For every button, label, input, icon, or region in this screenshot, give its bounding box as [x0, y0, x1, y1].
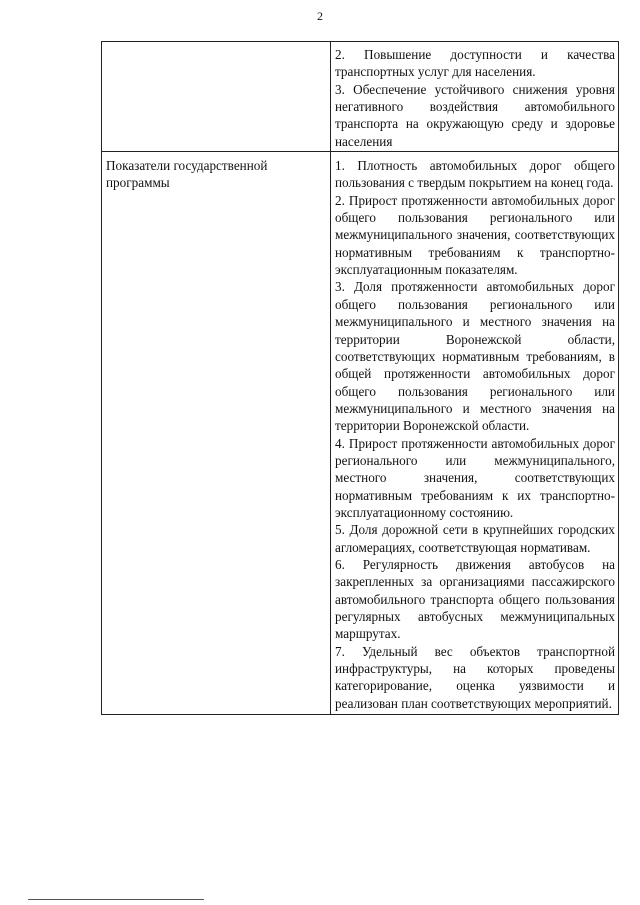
table-cell-content: [331, 42, 619, 152]
page-number: 2: [317, 9, 323, 23]
list-item: 6. Регулярность движения автобусов на закрепленных за организациями пассажирского автомобильного транспорта общего пользования регулярных автобусных межмуниципальных маршрутах.: [335, 556, 615, 642]
table-cell-label: [102, 42, 331, 152]
list-item: 2. Прирост протяженности автомобильных дорог общего пользования регионального или межмуниципального значения, соответствующих нормативным требованиям к транспортно-эксплуатационным показателям.: [335, 192, 615, 278]
table-row: [102, 42, 619, 152]
list-item: 1. Плотность автомобильных дорог общего пользования с твердым покрытием на конец года.: [335, 158, 615, 191]
table-row: [102, 152, 619, 715]
program-passport-table: [101, 41, 619, 715]
list-item: 7. Удельный вес объектов транспортной инфраструктуры, на которых проведены категорирование, оценка уязвимости и реализован план соответствующих мероприятий.: [335, 643, 615, 711]
list-item: 3. Обеспечение устойчивого снижения уровня негативного воздействия автомобильного транспорта на окружающую среду и здоровье населения: [335, 81, 615, 149]
list-item: 5. Доля дорожной сети в крупнейших городских агломерациях, соответствующая нормативам.: [335, 522, 615, 555]
footnote-divider: [28, 899, 204, 900]
list-item: 2. Повышение доступности и качества транспортных услуг для населения.: [335, 47, 615, 80]
table-cell-label: Показатели государственной программы: [102, 152, 331, 715]
table-cell-content: [331, 152, 619, 715]
list-item: 3. Доля протяженности автомобильных дорог общего пользования регионального или межмуниципального и местного значения на территории Воронежской области, соответствующих нормативным требованиям, в общей протяженности автомобильных дорог общего пользования регионального или межмуниципального и местного значения на территории Воронежской области.: [335, 279, 615, 434]
list-item: 4. Прирост протяженности автомобильных дорог регионального или межмуниципального, местного значения, соответствующих нормативным требованиям к их транспортно-эксплуатационному состоянию.: [335, 435, 615, 520]
